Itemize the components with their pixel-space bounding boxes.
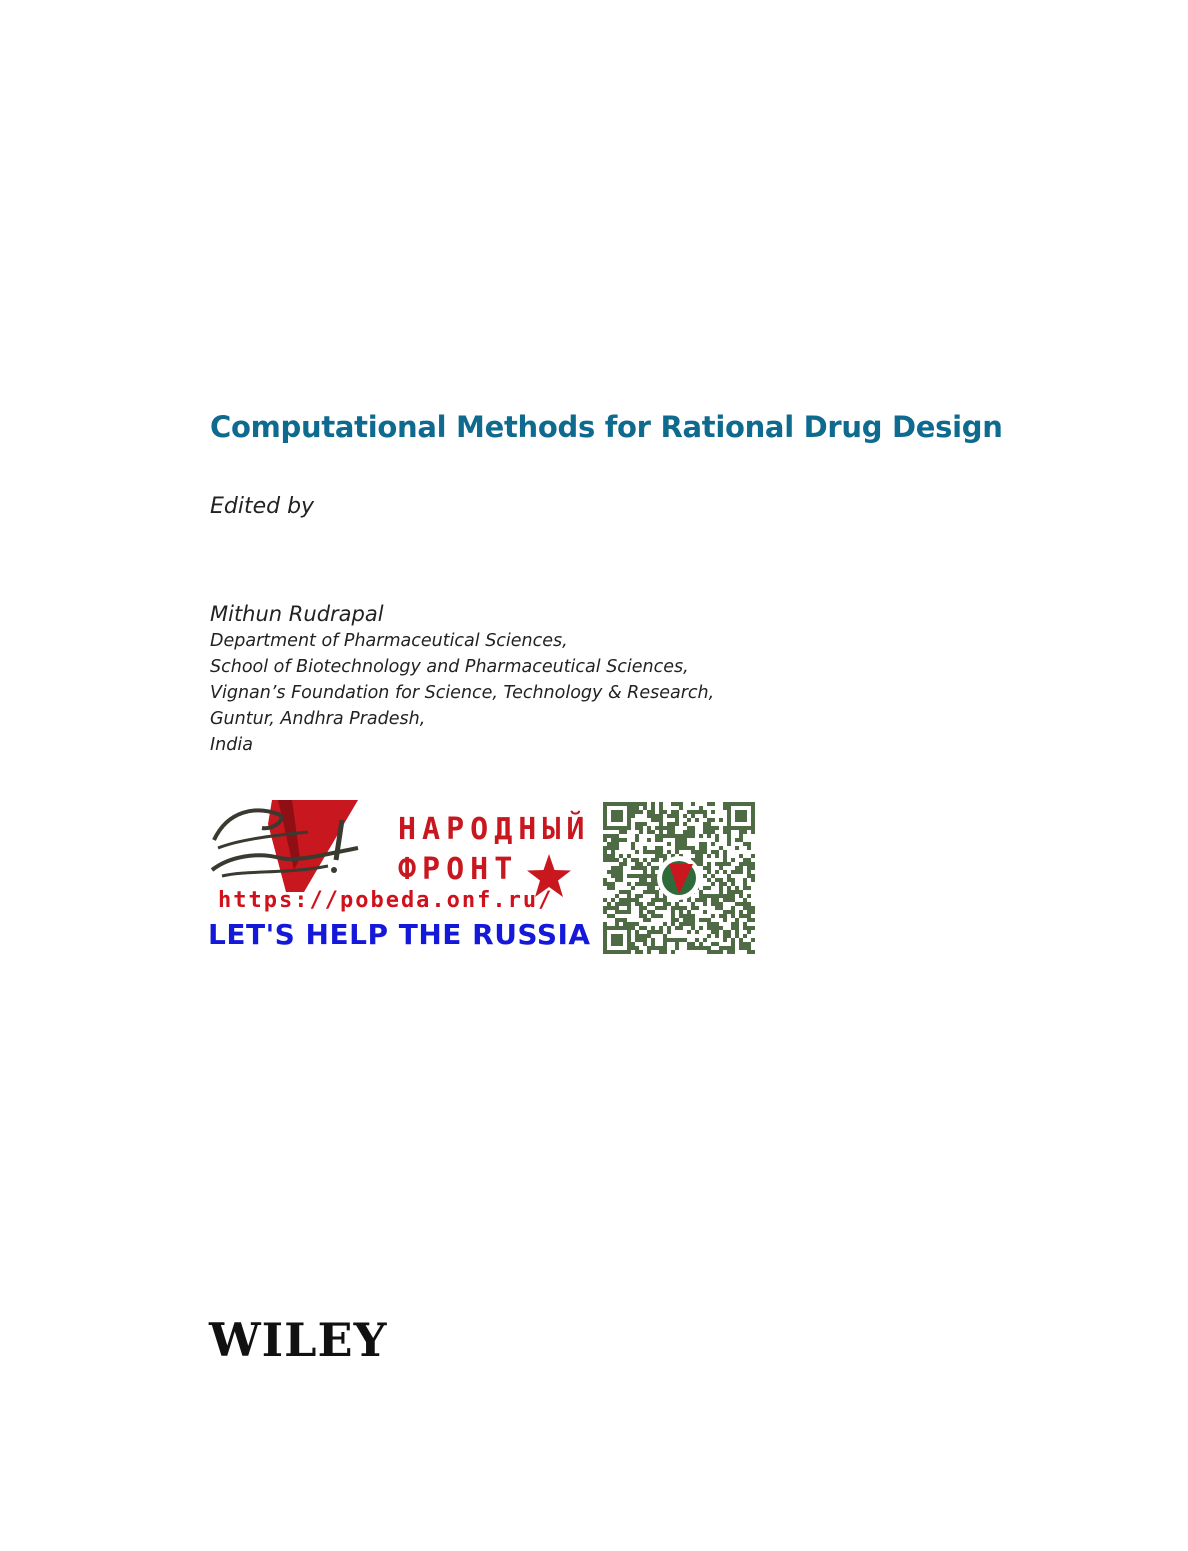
front-title-line1: НАРОДНЫЙ bbox=[398, 812, 591, 847]
affiliation-line: India bbox=[210, 735, 253, 755]
editor-block bbox=[210, 600, 714, 758]
edited-by-label: Edited by bbox=[210, 494, 315, 519]
qr-code-image bbox=[603, 802, 755, 954]
affiliation-line: Guntur, Andhra Pradesh, bbox=[210, 709, 426, 729]
affiliation-line: School of Biotechnology and Pharmaceutical Sciences, bbox=[210, 657, 689, 677]
affiliation-line: Department of Pharmaceutical Sciences, bbox=[210, 631, 568, 651]
promo-slogan: LET'S HELP THE RUSSIA bbox=[208, 918, 591, 951]
victory-logo-image bbox=[208, 800, 368, 892]
publisher-logo: WILEY bbox=[209, 1313, 388, 1367]
affiliation-line: Vignan’s Foundation for Science, Technology & Research, bbox=[210, 683, 715, 703]
editor-name: Mithun Rudrapal bbox=[210, 602, 384, 626]
promo-banner bbox=[208, 800, 756, 956]
front-title-line2: ФРОНТ bbox=[398, 852, 519, 887]
promo-url[interactable]: https://pobeda.onf.ru/ bbox=[218, 888, 554, 913]
book-title: Computational Methods for Rational Drug Design bbox=[210, 410, 1003, 444]
